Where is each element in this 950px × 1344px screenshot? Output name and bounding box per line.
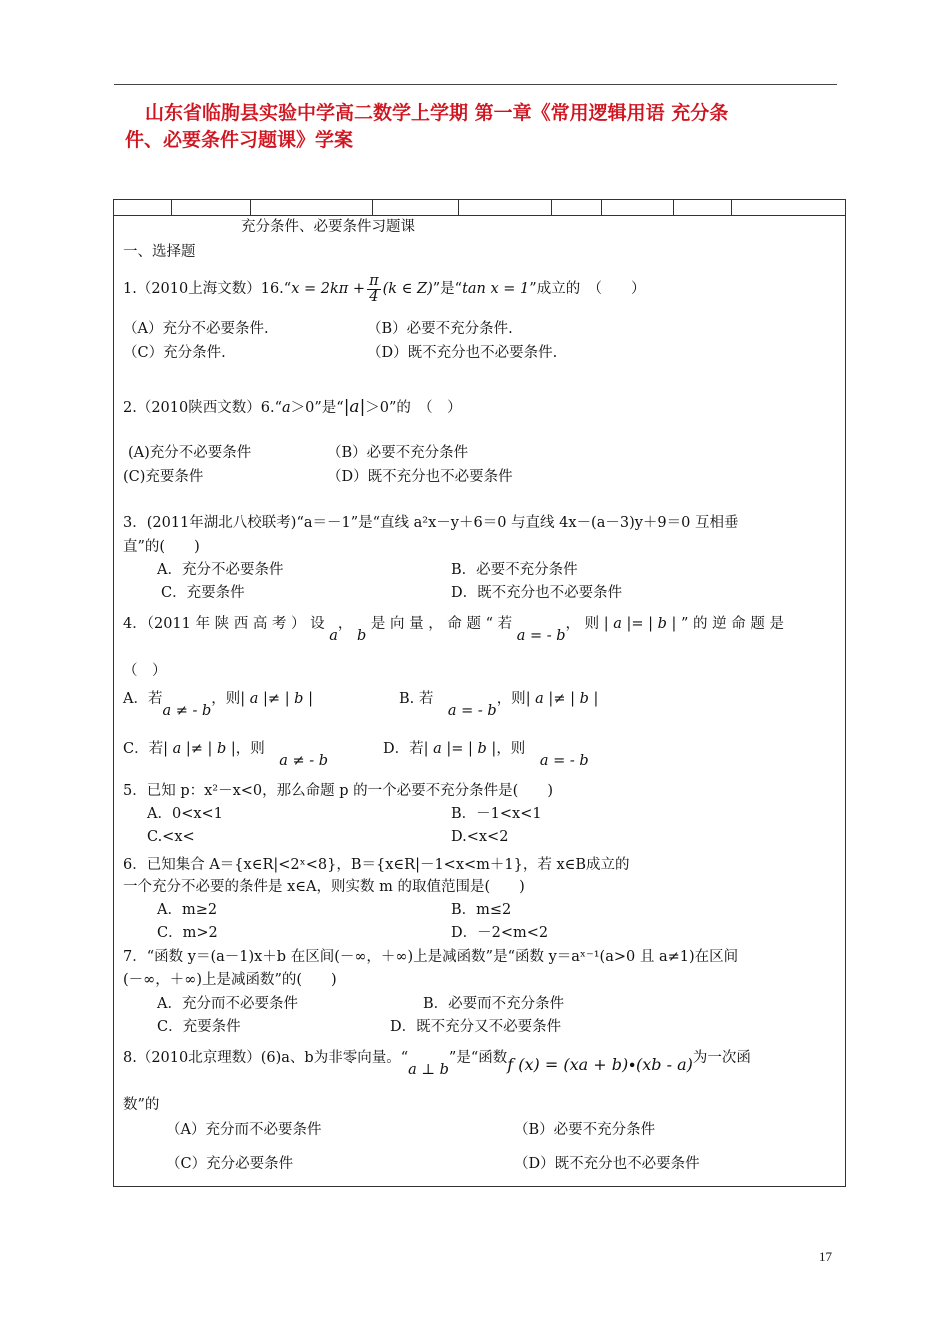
question-3-option-a: A．充分不必要条件 [157,562,284,578]
question-7-option-a: A．充分而不必要条件 [157,996,298,1012]
question-1-option-c: （C）充分条件. [123,345,226,361]
lesson-title: 充分条件、必要条件习题课 [241,219,415,235]
question-6-option-b: B．m≤2 [451,902,512,918]
question-6-option-d: D．－2<m<2 [451,925,549,941]
question-7-stem-line1: 7．“函数 y＝(a－1)x＋b 在区间(－∞，＋∞)上是减函数”是“函数 y＝aˣ⁻¹(a>0 且 a≠1)在区间 [123,949,739,965]
table-header-row [114,200,845,216]
section-heading: 一、选择题 [123,244,196,260]
question-5-option-d: D.<x<2 [451,829,509,845]
question-8-option-d: （D）既不充分也不必要条件 [514,1156,700,1172]
question-3-option-b: B．必要不充分条件 [451,562,578,578]
question-7-option-b: B．必要而不充分条件 [423,996,565,1012]
question-4-option-b: B. 若 a = - b，则| a |≠ | b | [399,691,599,719]
question-3-option-d: D．既不充分也不必要条件 [451,585,623,601]
question-3-stem-line1: 3．(2011年湖北八校联考)“a＝－1”是“直线 a²x－y＋6＝0 与直线 4x－(a－3)y＋9＝0 互相垂 [123,515,739,531]
question-2-option-d: （D）既不充分也不必要条件 [327,469,513,485]
question-6-option-a: A．m≥2 [157,902,218,918]
header-cell-divider [731,200,732,215]
header-cell-divider [551,200,552,215]
question-2-option-a: (A)充分不必要条件 [128,445,252,461]
page-number: 17 [819,1249,832,1264]
question-6-option-c: C．m>2 [157,925,218,941]
document-title [125,100,845,154]
question-8-stem-line2: 数”的 [123,1097,160,1113]
document-title-line1: 山东省临朐县实验中学高二数学上学期 第一章《常用逻辑用语 充分条 [145,102,729,124]
question-7-option-d: D．既不充分又不必要条件 [390,1019,562,1035]
header-cell-divider [250,200,251,215]
question-4-stem: 4．（2011 年 陕 西 高 考 ） 设 a， b 是 向 量 ， 命 题 “ 若 a = - b， 则 | a |= | b | ” 的 逆 命 题 是 [123,616,784,644]
question-3-option-c: C．充要条件 [161,585,245,601]
question-8-stem: 8.（2010北京理数）(6)a、b为非零向量。“a ⊥ b”是“函数f (x) = (xa + b)∙(xb - a)为一次函 [123,1050,751,1078]
question-6-stem-line2: 一个充分不必要的条件是 x∈A，则实数 m 的取值范围是( ) [123,879,525,895]
header-cell-divider [171,200,172,215]
header-cell-divider [673,200,674,215]
question-7-stem-line2: (－∞，＋∞)上是减函数”的( ) [123,972,337,988]
question-2-option-c: (C)充要条件 [123,469,204,485]
question-2-stem: 2.（2010陕西文数）6.“a＞0”是“|a|＞0”的 （ ） [123,397,462,417]
question-8-option-a: （A）充分而不必要条件 [166,1122,322,1138]
question-1-option-a: （A）充分不必要条件. [123,321,269,337]
question-5-option-a: A．0<x<1 [147,806,223,822]
question-6-stem-line1: 6．已知集合 A＝{x∈R|<2ˣ<8}，B＝{x∈R|－1<x<m＋1}，若 x∈B成立的 [123,857,630,873]
header-cell-divider [372,200,373,215]
header-cell-divider [458,200,459,215]
question-1-option-b: （B）必要不充分条件. [367,321,513,337]
header-cell-divider [601,200,602,215]
top-rule [114,84,837,85]
question-4-option-d: D．若| a |= | b |，则 a = - b [383,741,589,769]
question-7-option-c: C．充要条件 [157,1019,241,1035]
question-1-stem: 1.（2010上海文数）16.“x = 2kπ + $\frac{\pi}{4}$ (k ∈ Z)”是“tan x = 1”成立的 （ ） [123,272,646,305]
question-4-option-a: A．若a ≠ - b，则| a |≠ | b | [123,691,313,719]
document-title-line2: 件、必要条件习题课》学案 [125,129,354,151]
question-5-stem: 5．已知 p：x²－x<0，那么命题 p 的一个必要不充分条件是( ) [123,783,553,799]
question-5-option-c: C.<x< [147,829,195,845]
question-8-option-c: （C）充分必要条件 [166,1156,294,1172]
question-2-option-b: （B）必要不充分条件 [327,445,469,461]
question-3-stem-line2: 直”的( ) [123,539,200,555]
question-4-option-c: C．若| a |≠ | b |，则 a ≠ - b [123,741,329,769]
question-4-paren: （ ） [123,663,167,679]
question-8-option-b: （B）必要不充分条件 [514,1122,656,1138]
worksheet-table [113,199,846,1187]
question-5-option-b: B．－1<x<1 [451,806,542,822]
fraction: $\frac{\pi}{4}$ [369,272,379,305]
question-1-option-d: （D）既不充分也不必要条件. [367,345,558,361]
